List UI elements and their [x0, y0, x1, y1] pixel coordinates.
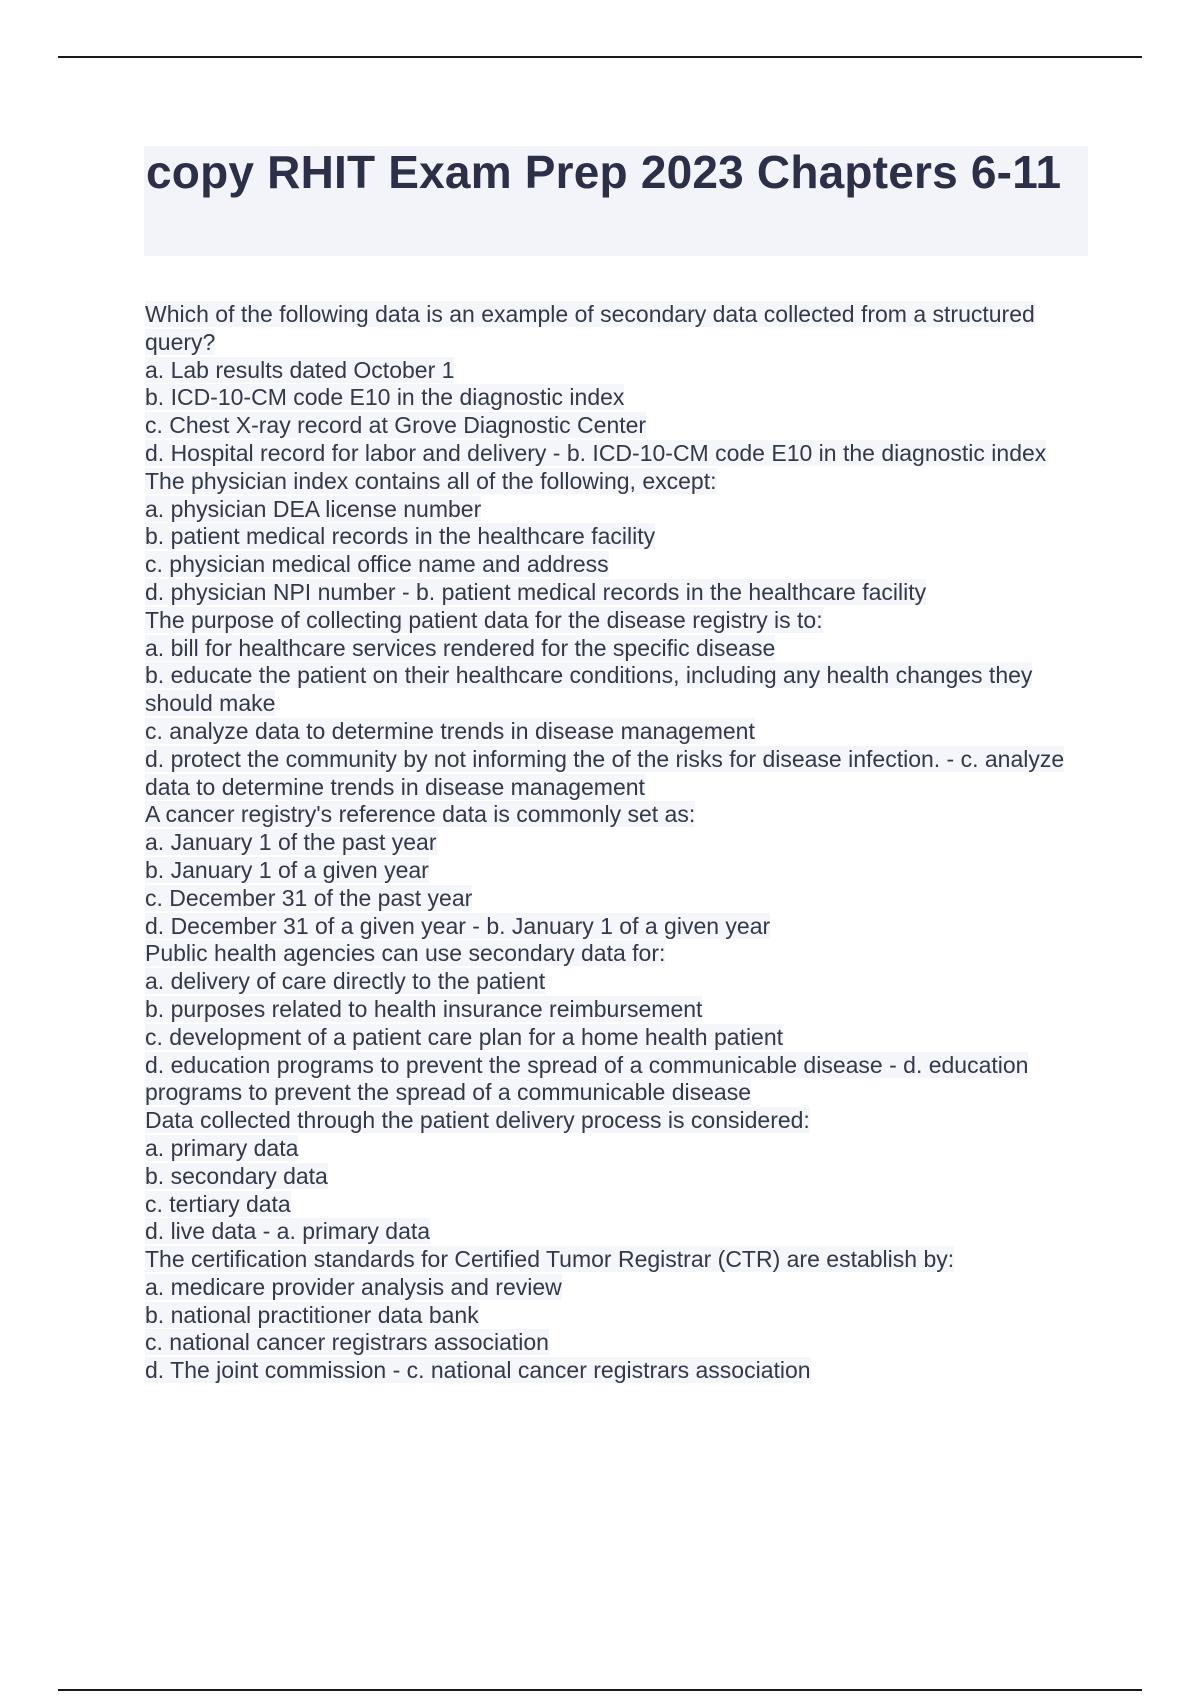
option-6c: c. tertiary data: [145, 1190, 291, 1217]
option-2a: a. physician DEA license number: [145, 495, 482, 522]
option-7a: a. medicare provider analysis and review: [145, 1273, 562, 1300]
option-5b: b. purposes related to health insurance reimbursement: [145, 995, 703, 1022]
option-3d-answer: d. protect the community by not informing the of the risks for disease infection. - c. analyze data to determine trends in disease management: [145, 745, 1065, 800]
option-4a: a. January 1 of the past year: [145, 829, 437, 856]
option-4d-answer: d. December 31 of a given year - b. January 1 of a given year: [145, 912, 771, 939]
option-1b: b. ICD-10-CM code E10 in the diagnostic index: [145, 384, 625, 411]
option-4c: c. December 31 of the past year: [145, 884, 473, 911]
option-5c: c. development of a patient care plan for a home health patient: [145, 1023, 784, 1050]
qa-content: [145, 301, 1090, 1385]
option-2c: c. physician medical office name and address: [145, 551, 609, 578]
question-3: The purpose of collecting patient data for the disease registry is to:: [145, 606, 823, 633]
question-1: Which of the following data is an example of secondary data collected from a structured query?: [145, 301, 1035, 355]
question-5: Public health agencies can use secondary data for:: [145, 940, 666, 967]
option-7d-answer: d. The joint commission - c. national cancer registrars association: [145, 1357, 811, 1384]
option-1d-answer: d. Hospital record for labor and delivery - b. ICD-10-CM code E10 in the diagnostic index: [145, 439, 1047, 466]
option-3c: c. analyze data to determine trends in disease management: [145, 717, 755, 744]
option-6d-answer: d. live data - a. primary data: [145, 1218, 431, 1245]
question-4: A cancer registry's reference data is commonly set as:: [145, 801, 696, 828]
option-5a: a. delivery of care directly to the patient: [145, 968, 546, 995]
option-7b: b. national practitioner data bank: [145, 1301, 479, 1328]
question-7: The certification standards for Certified Tumor Registrar (CTR) are establish by:: [145, 1246, 955, 1273]
option-1a: a. Lab results dated October 1: [145, 356, 455, 383]
option-2b: b. patient medical records in the healthcare facility: [145, 523, 656, 550]
option-7c: c. national cancer registrars association: [145, 1329, 549, 1356]
option-5d-answer: d. education programs to prevent the spread of a communicable disease - d. education programs to prevent the spread of a communicable disease: [145, 1051, 1029, 1106]
question-6: Data collected through the patient delivery process is considered:: [145, 1107, 810, 1134]
option-1c: c. Chest X-ray record at Grove Diagnostic Center: [145, 412, 647, 439]
document-title: copy RHIT Exam Prep 2023 Chapters 6-11: [146, 146, 1062, 198]
top-divider: [58, 56, 1142, 58]
option-4b: b. January 1 of a given year: [145, 856, 429, 883]
option-2d-answer: d. physician NPI number - b. patient medical records in the healthcare facility: [145, 578, 927, 605]
bottom-divider: [58, 1689, 1142, 1691]
option-6a: a. primary data: [145, 1134, 299, 1161]
option-3b: b. educate the patient on their healthcare conditions, including any health changes they should make: [145, 662, 1033, 717]
option-6b: b. secondary data: [145, 1162, 328, 1189]
option-3a: a. bill for healthcare services rendered for the specific disease: [145, 634, 776, 661]
question-2: The physician index contains all of the following, except:: [145, 467, 717, 494]
